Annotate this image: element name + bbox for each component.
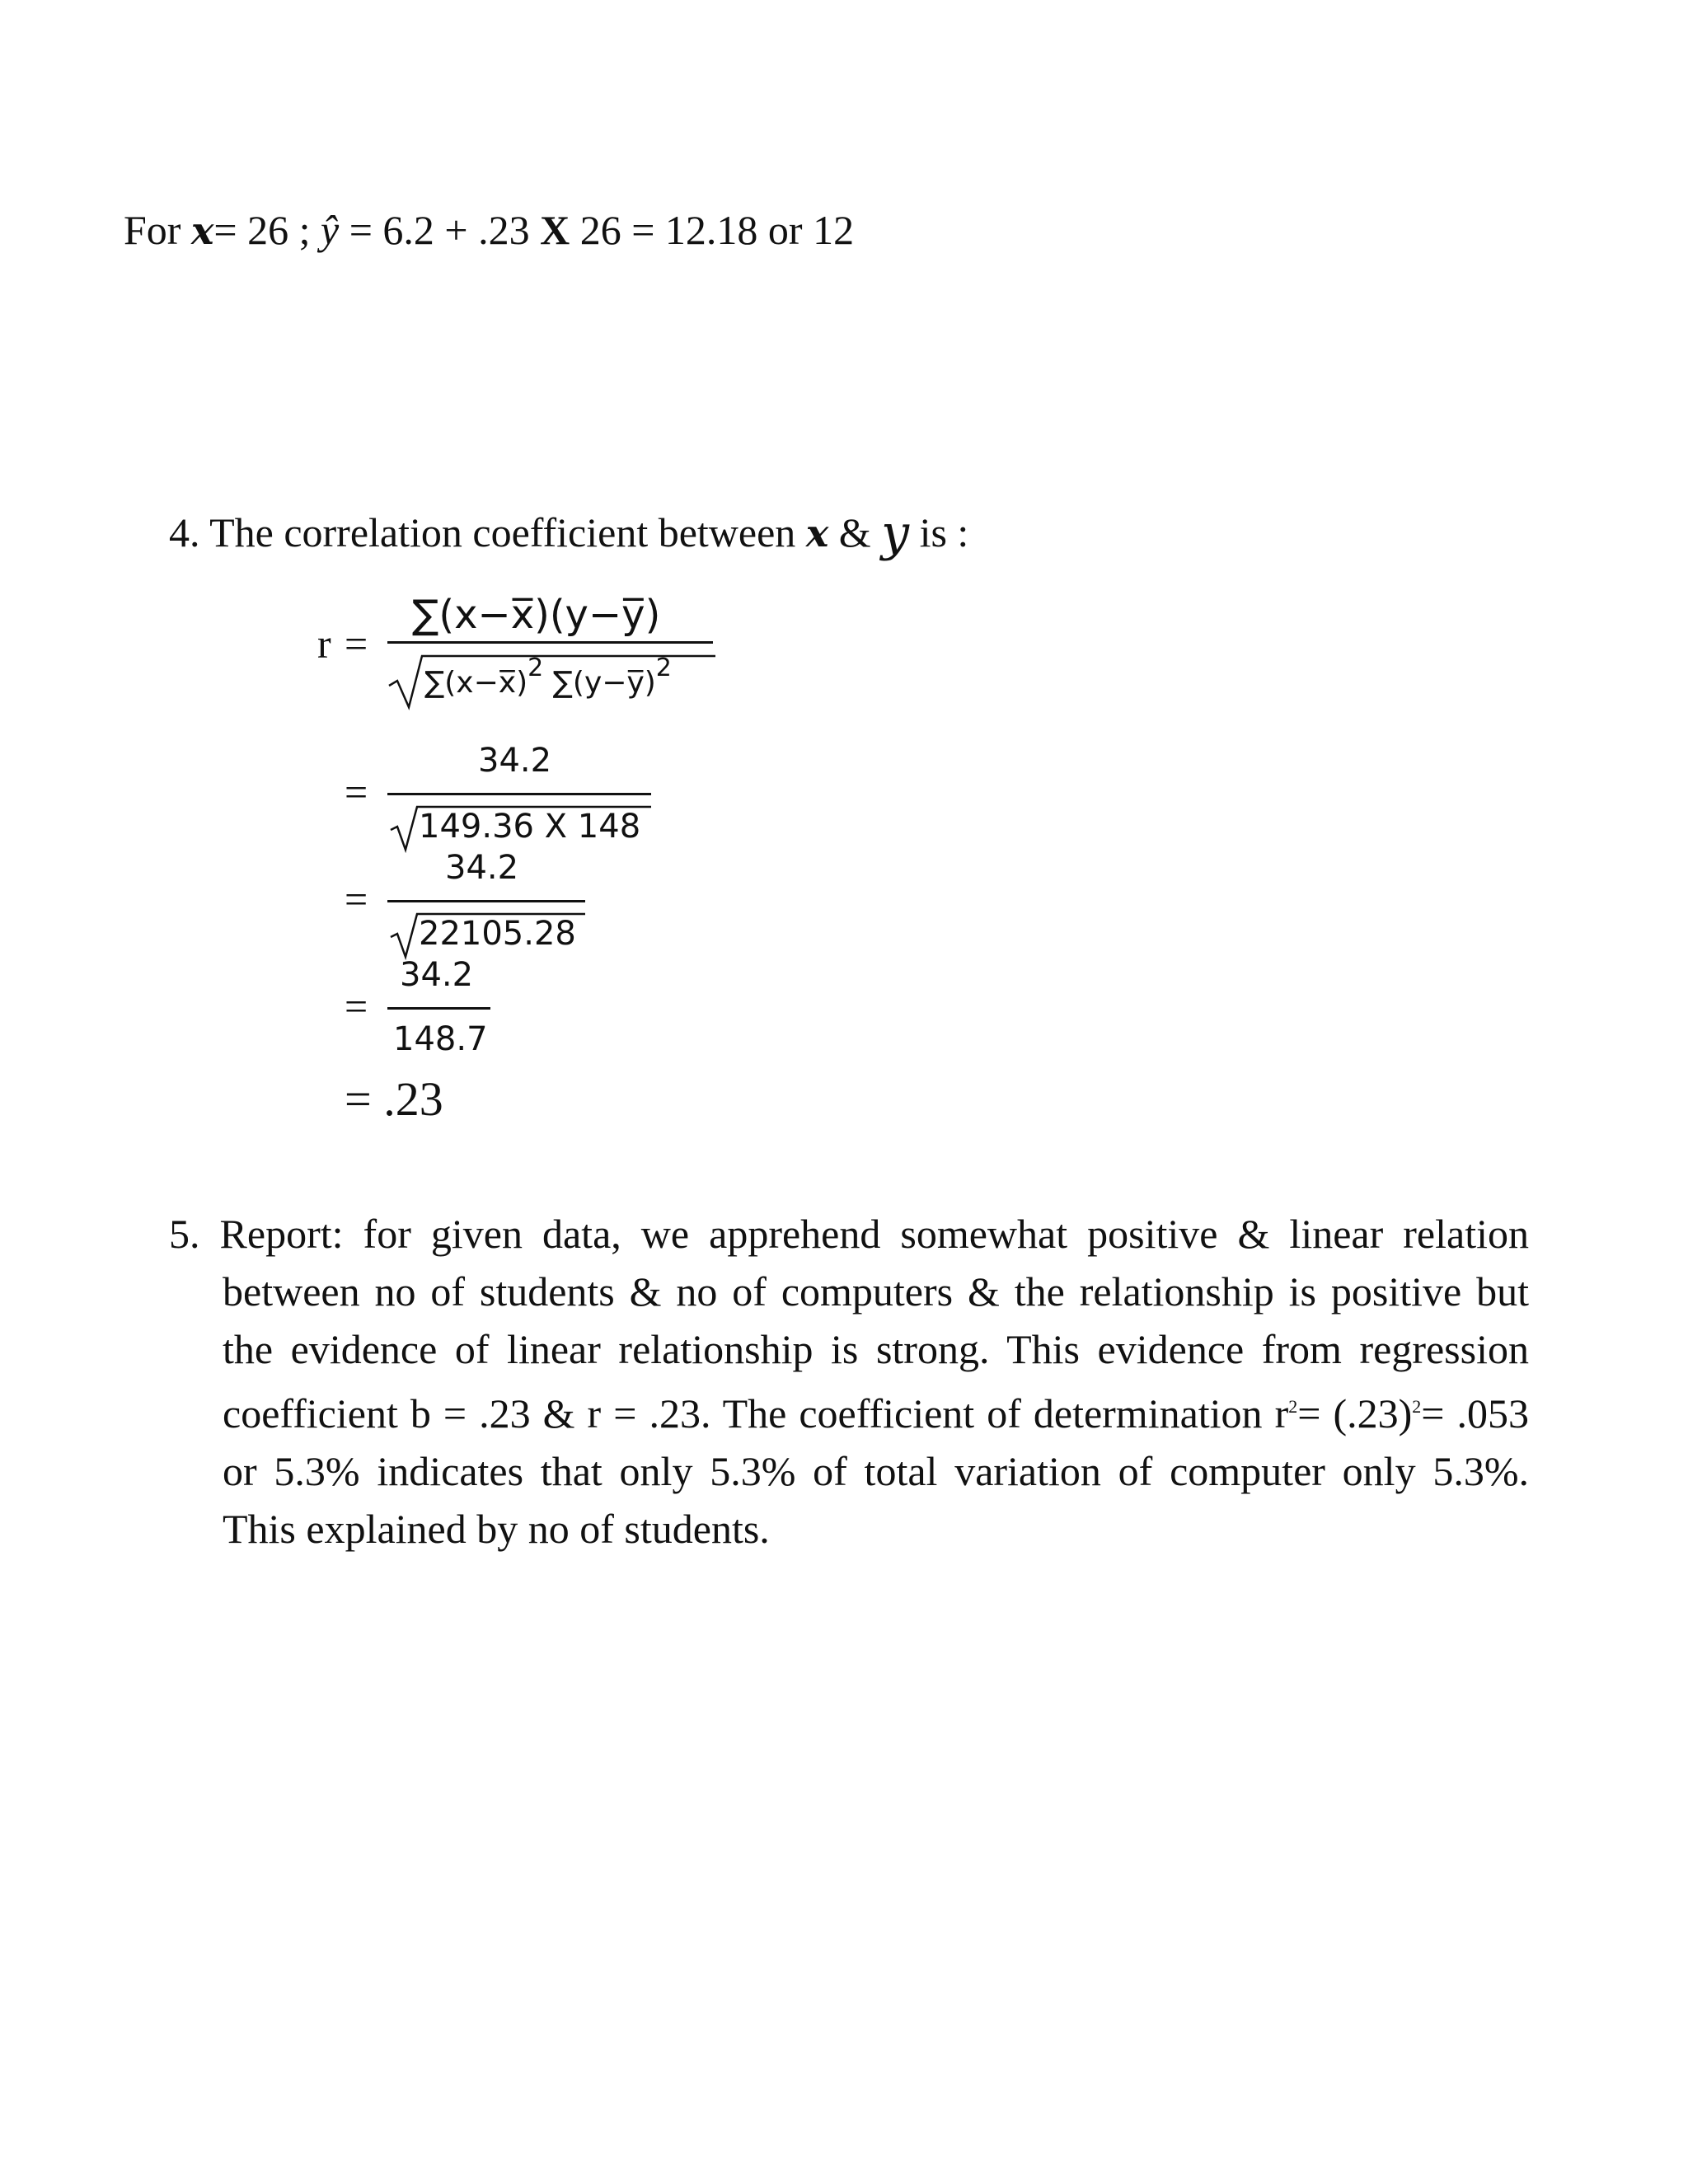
x-value: = 26 ; [213,207,311,253]
fraction-bar [387,900,585,902]
prediction-result: 26 = 12.18 or 12 [579,207,855,253]
step3-numerator: 34.2 [400,956,474,994]
step1-numerator: 34.2 [478,742,552,780]
sum-x-squared: ∑(x−x̅) [424,666,528,700]
item-4-text: 4. The correlation coefficient between [169,509,796,555]
ampersand: & [838,509,871,555]
item-4-heading [169,501,969,562]
fraction-bar [387,1007,490,1010]
equals-sign: = [345,983,368,1029]
equals-sign: = [345,769,368,815]
formula-numerator: ∑(x−x̅)(y−y̅) [412,592,661,638]
step2-denominator: 22105.28 [419,915,576,953]
sum-y-squared: ∑(y−y̅) [552,666,656,700]
equals-sign: = [345,876,368,922]
times-symbol: X [540,207,570,253]
fraction-bar [387,793,651,795]
fraction-bar [387,641,713,644]
x-symbol: x [805,511,829,555]
y-hat-symbol: ŷ [321,207,340,253]
for-label: For [124,207,181,253]
equals-sign: = [345,621,368,667]
step3-denominator: 148.7 [393,1020,488,1058]
x-symbol: x [190,209,214,253]
y-symbol: y [881,504,910,562]
step2-numerator: 34.2 [445,849,519,887]
report-paragraph: 5. Report: for given data, we apprehend somewhat positive & linear relation between no of students & no of computers & the relationship is positive but the evidence of linear relationship is strong. This evidence from regression coefficient b = .23 & r = .23. The coefficient of determination $r^2= (.23)^2= .053$ or 5.3% indicates that only 5.3% of total variation of computer only 5.3%. This explained by no of students. [169,1211,1529,1552]
correlation-result: = .23 [345,1072,443,1126]
item-5-report [169,1205,1529,1558]
formula-denominator: ∑(x−x̅)$^2$ ∑(y−y̅)$^2$ [424,654,672,700]
is-label: is : [919,509,969,555]
step1-denominator: 149.36 X 148 [419,808,641,846]
r-symbol: r [317,621,331,667]
prediction-line [124,206,854,254]
regression-expression: = 6.2 + .23 [349,207,530,253]
